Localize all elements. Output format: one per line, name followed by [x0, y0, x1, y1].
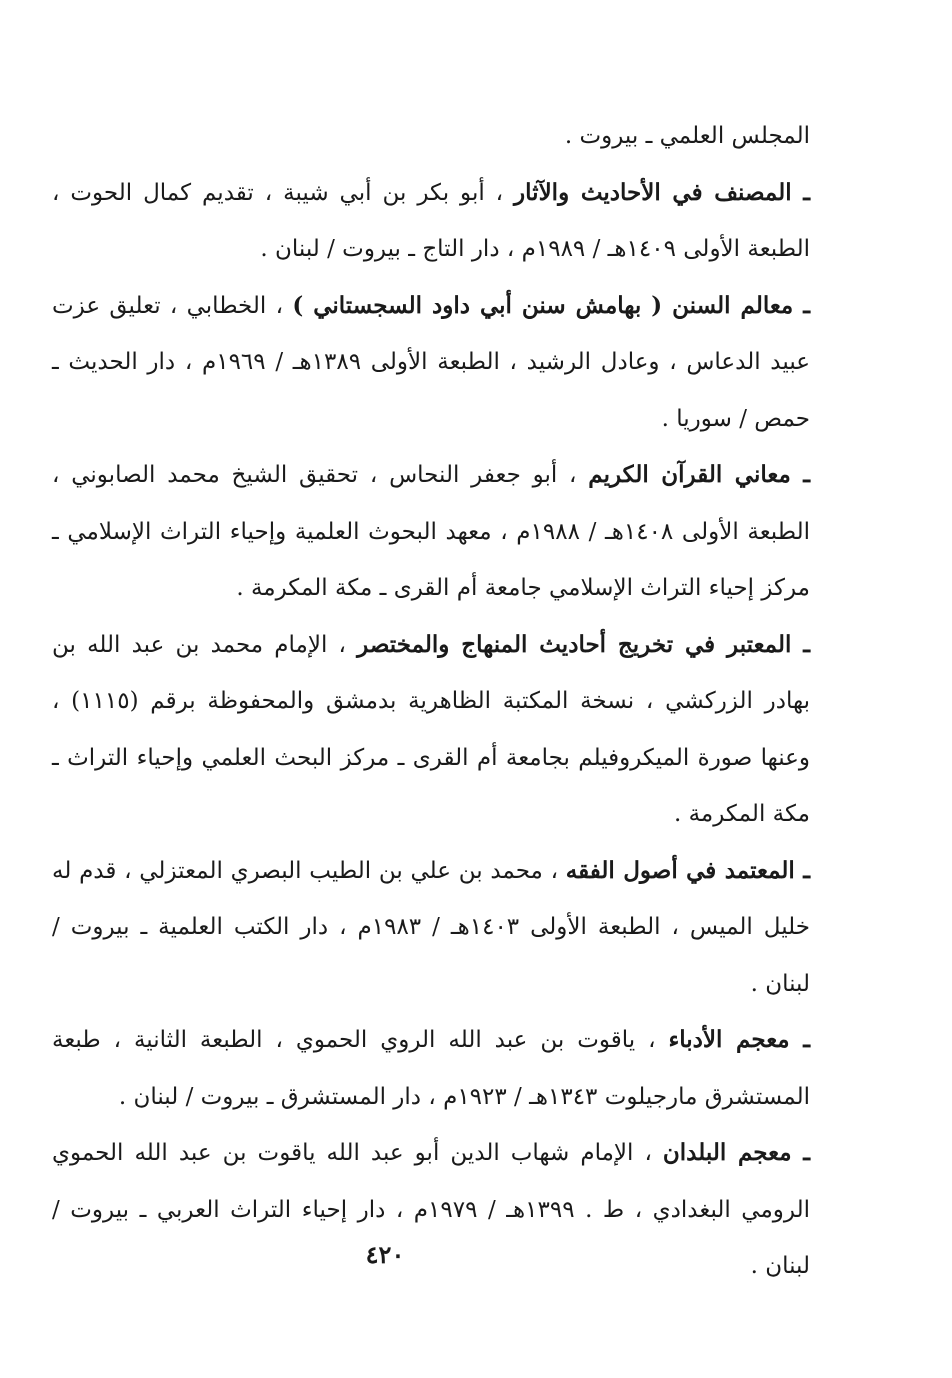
entry-title: ـ معجم الأدباء [668, 1026, 810, 1053]
entry-details: ، الخطابي ، تعليق عزت عبيد الدعاس ، وعادل الرشيد ، الطبعة الأولى ١٣٨٩هـ / ١٩٦٩م ، دار الحديث ـ حمص / سوريا . [52, 292, 810, 432]
entry-title: ـ المعتمد في أصول الفقه [565, 856, 810, 884]
entry-details: ، ياقوت بن عبد الله الروي الحموي ، الطبعة الثانية ، طبعة المستشرق مارجيلوت ١٣٤٣هـ / ١٩٢٣م ، دار المستشرق ـ بيروت / لبنان . [52, 1027, 810, 1110]
bibliography-entry [52, 1012, 810, 1125]
entry-title: ـ المصنف في الأحاديث والآثار [514, 178, 810, 206]
bibliography-entry [52, 165, 810, 278]
bibliography-entry [52, 278, 810, 448]
bibliography-entry [52, 1125, 810, 1295]
bibliography-entry [52, 617, 810, 843]
entry-details: ، الإمام محمد بن عبد الله بن بهادر الزركشي ، نسخة المكتبة الظاهرية بدمشق والمحفوظة برقم (١١١٥) ، وعنها صورة الميكروفيلم بجامعة أم القرى ـ مركز البحث العلمي وإحياء التراث ـ مكة المكرمة . [52, 631, 810, 827]
entry-title: ـ معالم السنن ( بهامش سنن أبي داود السجستاني ) [292, 291, 810, 319]
entry-details: ، أبو بكر بن أبي شيبة ، تقديم كمال الحوت ، الطبعة الأولى ١٤٠٩هـ / ١٩٨٩م ، دار التاج ـ بيروت / لبنان . [52, 179, 810, 262]
entry-title: ـ معجم البلدان [662, 1139, 810, 1166]
entry-details: ، الإمام شهاب الدين أبو عبد الله ياقوت بن عبد الله الحموي الرومي البغدادي ، ط . ١٣٩٩هـ / ١٩٧٩م ، دار إحياء التراث العربي ـ بيروت / لبنان . [52, 1140, 810, 1279]
bibliography-list [52, 108, 810, 1295]
entry-title: ـ المعتبر في تخريج أحاديث المنهاج والمختصر [357, 630, 810, 658]
entry-title: ـ معاني القرآن الكريم [588, 461, 810, 488]
bibliography-entry [52, 447, 810, 617]
bibliography-entry [52, 843, 810, 1013]
bibliography-entry-continuation [52, 108, 810, 165]
page-number: ٤٢٠ [365, 1240, 405, 1269]
entry-details: المجلس العلمي ـ بيروت . [564, 123, 810, 149]
entry-details: ، محمد بن علي بن الطيب البصري المعتزلي ، قدم له خليل الميس ، الطبعة الأولى ١٤٠٣هـ / ١٩٨٣م ، دار الكتب العلمية ـ بيروت / لبنان . [52, 857, 810, 997]
entry-details: ، أبو جعفر النحاس ، تحقيق الشيخ محمد الصابوني ، الطبعة الأولى ١٤٠٨هـ / ١٩٨٨م ، معهد البحوث العلمية وإحياء التراث الإسلامي ـ مركز إحياء التراث الإسلامي جامعة أم القرى ـ مكة المكرمة . [52, 462, 810, 601]
